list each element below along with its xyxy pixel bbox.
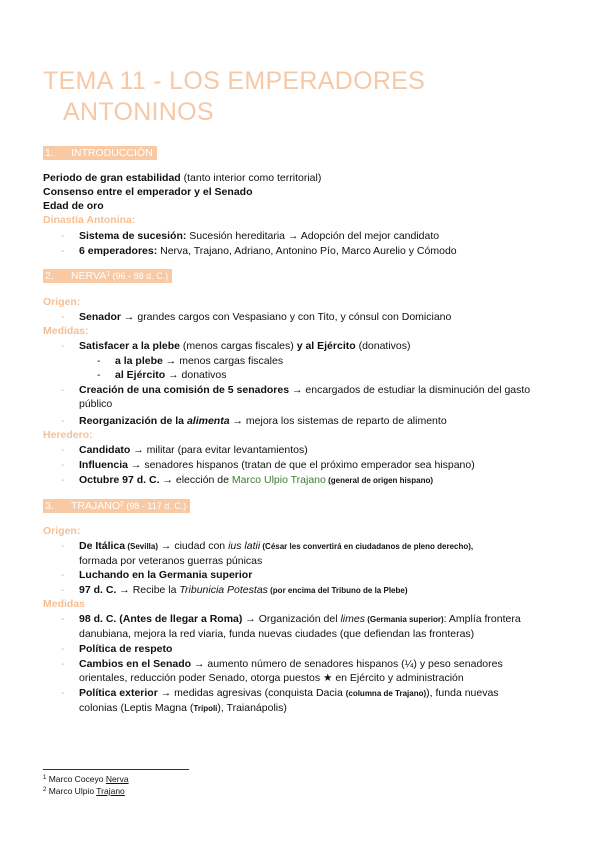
list-item: - Influencia → senadores hispanos (tratan de que el próximo emperador sea hispano) (61, 459, 475, 471)
footnote-divider (43, 769, 189, 770)
sub-list-item: - a la plebe → menos cargas fiscales (97, 355, 284, 367)
section-label: INTRODUCCIÓN (71, 147, 153, 159)
list-item: - De Itálica (Sevilla) → ciudad con ius latii (César les convertirá en ciudadanos de pleno derecho), formada por veteranos guerras púnicas (61, 540, 474, 567)
section-number: 1. (45, 147, 54, 159)
section-heading-nerva: 2. NERVA$^1$ (96 - 98 d. C.) (43, 269, 172, 283)
list-item: - 98 d. C. (Antes de llegar a Roma) → Organización del limes (Germania superior): Amplía frontera danubiana, mejora la red viaria, funda nuevas ciudades (que defiendan las fronteras) (61, 613, 521, 640)
title-line-2: ANTONINOS (63, 98, 214, 126)
list-item: - Creación de una comisión de 5 senadores → encargados de estudiar la disminución del gasto público (61, 384, 531, 410)
paragraph-estabilidad: Periodo de gran estabilidad (tanto interior como territorial) (43, 172, 322, 184)
list-item: - Satisfacer a la plebe (menos cargas fiscales) y al Ejército (donativos) (61, 340, 411, 352)
page-title (43, 66, 563, 128)
list-item: - Reorganización de la alimenta → mejora los sistemas de reparto de alimento (61, 415, 447, 427)
list-item: - 97 d. C. → Recibe la Tribunicia Potestas (por encima del Tribuno de la Plebe) (61, 584, 408, 596)
subheading-medidas: Medidas: (43, 325, 89, 337)
paragraph-edad-oro: Edad de oro (43, 200, 104, 212)
list-item: - Cambios en el Senado → aumento número de senadores hispanos (¼) y peso senadores orientales, reducción poder Senado, otorga puestos ★ en Ejército y administración (61, 658, 503, 684)
subheading-origen: Origen: (43, 296, 81, 308)
footnote: $^1$ Marco Coceyo Nerva (43, 774, 129, 784)
list-item: - 6 emperadores: Nerva, Trajano, Adriano, Antonino Pío, Marco Aurelio y Cómodo (61, 245, 457, 257)
list-item: - Candidato → militar (para evitar levantamientos) (61, 444, 308, 456)
subheading-origen: Origen: (43, 525, 81, 537)
subheading-heredero: Heredero: (43, 429, 93, 441)
list-item: - Luchando en la Germania superior (61, 569, 253, 581)
list-item: - Política de respeto (61, 643, 173, 655)
sub-list-item: - al Ejército → donativos (97, 369, 227, 381)
list-item: - Política exterior → medidas agresivas (conquista Dacia (columna de Trajano)), funda nuevas colonias (Leptis Magna (Trípoli), Traianápolis) (61, 687, 499, 714)
section-heading-trajano: 3. TRAJANO$^2$ (98 - 117 d. C.) (43, 499, 190, 513)
paragraph-consenso: Consenso entre el emperador y el Senado (43, 186, 253, 198)
footnote: $^2$ Marco Ulpio Trajano (43, 786, 125, 796)
title-line-1: TEMA 11 - LOS EMPERADORES (43, 67, 426, 95)
list-item: - Sistema de sucesión: Sucesión hereditaria → Adopción del mejor candidato (61, 230, 440, 242)
list-item: - Senador → grandes cargos con Vespasiano y con Tito, y cónsul con Domiciano (61, 311, 452, 323)
subheading-dinastia: Dinastía Antonina: (43, 214, 136, 226)
subheading-medidas: Medidas (43, 598, 86, 610)
list-item: - Octubre 97 d. C. → elección de Marco Ulpio Trajano (general de origen hispano) (61, 474, 433, 486)
section-heading-introduccion (43, 146, 157, 160)
